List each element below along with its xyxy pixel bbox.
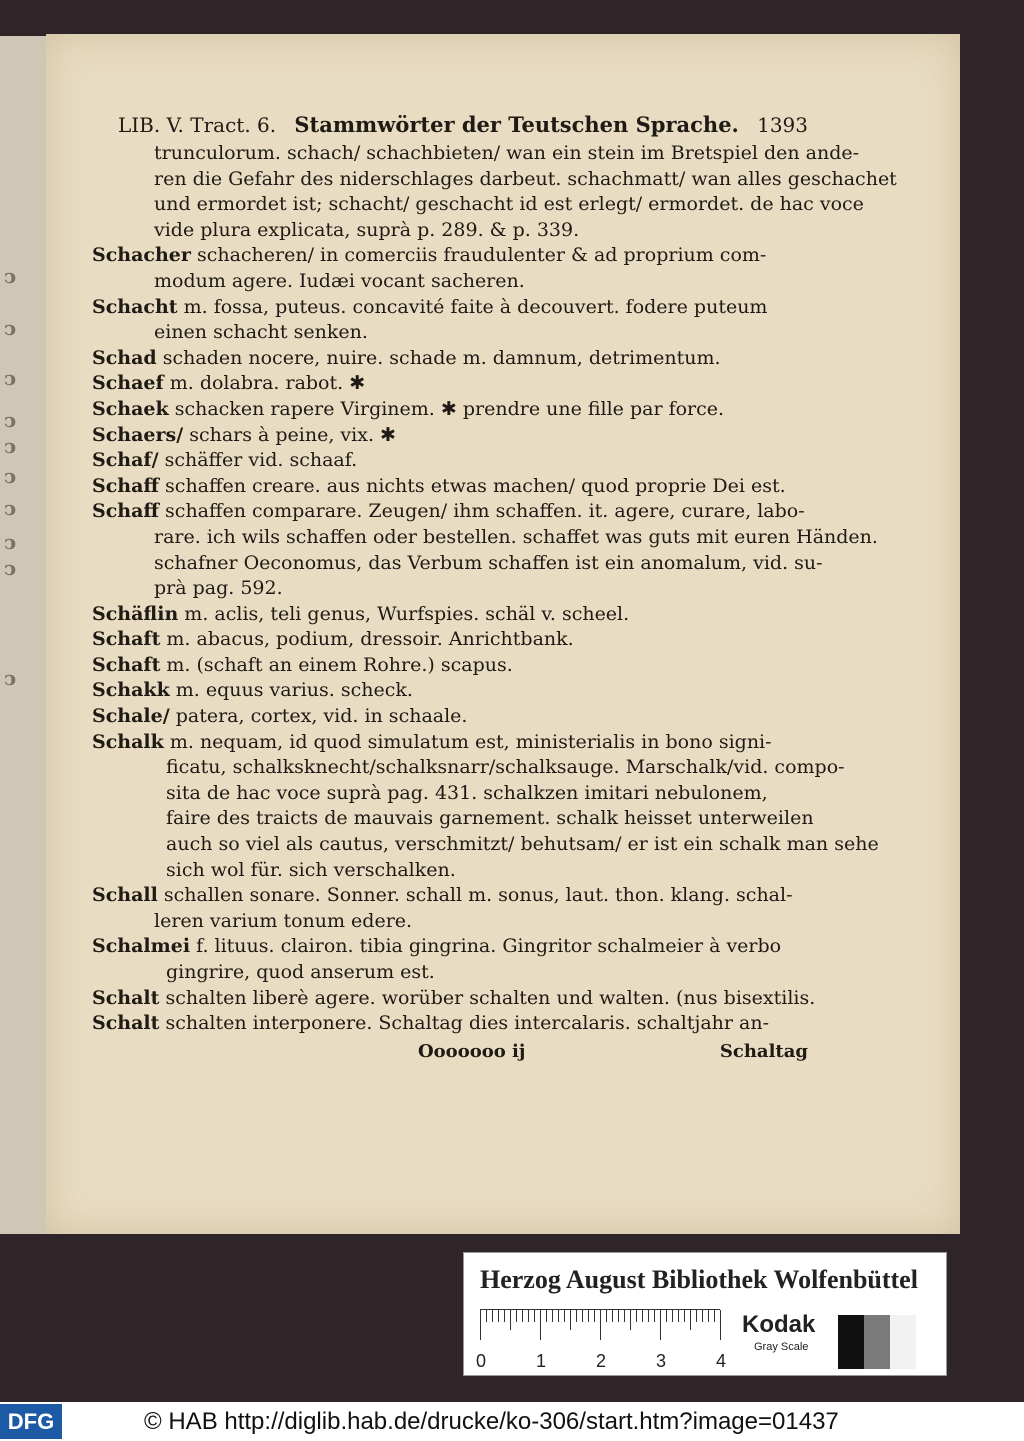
headword: Schaft [92,628,161,651]
ruler-tick [582,1310,583,1322]
entry-line [92,858,808,884]
ruler-tick [504,1310,505,1322]
entry-text: schaden nocere, nuire. schade m. damnum, detrimentum. [156,346,721,369]
ruler-tick [720,1310,721,1340]
facing-page-fragment: ↄ [4,366,17,390]
facing-page-fragment: ↄ [4,408,17,432]
entry-text: rare. ich wils schaffen oder bestellen. schaffet was guts mit euren Händen. [154,525,878,548]
facing-page-fragment: ↄ [4,316,17,340]
ruler-tick [612,1310,613,1322]
dfg-logo: DFG [0,1404,62,1439]
entry-text: sich wol für. sich verschalken. [166,858,456,881]
entry-line [92,295,808,321]
entry-text: gingrire, quod anserum est. [166,961,435,983]
ruler-tick [486,1310,487,1322]
ruler-number: 4 [716,1351,727,1371]
ruler-tick [714,1310,715,1322]
entry-line [92,397,808,423]
ruler-tick [672,1310,673,1322]
ruler-tick [516,1310,517,1322]
ruler-tick [690,1310,691,1330]
entry-text: vide plura explicata, suprà p. 289. & p. 339. [154,218,580,241]
copyright-link[interactable]: © HAB http://diglib.hab.de/drucke/ko-306/start.htm?image=01437 [144,1408,839,1435]
facing-page-fragment: ↄ [4,666,17,690]
entry-text: schacken rapere Virginem. ✱ prendre une fille par force. [168,397,725,420]
headword: Schalt [92,1012,160,1035]
facing-page-fragment: ↄ [4,434,17,458]
ruler-tick [696,1310,697,1322]
ruler-tick [528,1310,529,1322]
entry-text: patera, cortex, vid. in schaale. [169,705,468,728]
entry-text: trunculorum. schach/ schachbieten/ wan ein stein im Bretspiel den ande- [154,142,860,164]
library-name: Herzog August Bibliothek Wolfenbüttel [480,1265,918,1294]
gray-scale-label: Gray Scale [754,1341,809,1353]
page-number: 1393 [757,113,808,137]
entry-text: schaffen creare. aus nichts etwas machen/ quod proprie Dei est. [159,474,786,497]
entry-line [92,576,808,602]
headword: Schaff [92,474,160,497]
running-header [118,112,808,137]
entry-line [92,269,808,295]
entry-line [92,218,808,244]
ruler-tick [492,1310,493,1322]
entry-line [92,243,808,269]
ruler-number: 2 [596,1351,607,1371]
headword: Schacht [92,295,178,318]
entry-text: m. dolabra. rabot. ✱ [163,372,366,395]
ruler-tick [684,1310,685,1322]
ruler-tick [606,1310,607,1322]
catchword: Schaltag [719,1040,808,1062]
header-book-ref: LIB. V. Tract. 6. [118,113,277,137]
entry-line [92,986,816,1012]
ruler-tick [624,1310,625,1322]
entry-line [92,704,808,730]
headword: Schalk [92,730,164,753]
headword: Schaef [92,372,164,395]
entry-text: f. lituus. clairon. tibia gingrina. Gingritor schalmeier à verbo [190,935,782,958]
gray-swatch [838,1315,864,1369]
entry-text: m. aclis, teli genus, Wurfspies. schäl v. scheel. [178,602,630,625]
ruler-tick [654,1310,655,1322]
entry-text: ren die Gefahr des niderschlages darbeut. schachmatt/ wan alles geschachet [154,167,897,190]
headword: Schalmei [92,935,191,958]
ruler-tick [570,1310,571,1330]
ruler-number: 0 [476,1351,487,1371]
entry-text: schafner Oeconomus, das Verbum schaffen ist ein anomalum, vid. su- [154,551,823,574]
headword: Schale/ [92,705,170,728]
ruler-tick [666,1310,667,1322]
headword: Schaek [92,397,169,420]
entry-text: schäffer vid. schaaf. [158,449,358,472]
entry-line [92,730,808,756]
entry-line [92,525,878,551]
ruler-tick [636,1310,637,1322]
entry-line [92,806,814,832]
ruler-tick [558,1310,559,1322]
entry-line [92,371,808,397]
entry-line [92,167,897,193]
ruler-tick [588,1310,589,1322]
ruler-tick [564,1310,565,1322]
gray-swatches [838,1315,916,1369]
entry-line [92,934,808,960]
ruler-tick [660,1310,661,1340]
facing-page-fragment: ↄ [4,464,17,488]
ruler [480,1309,720,1346]
entry-line [92,883,808,909]
headword: Schaft [92,653,161,676]
entry-line [92,678,808,704]
entry-line [92,474,808,500]
entry-line [92,781,808,807]
footer-bar [0,1402,1024,1441]
entry-line [92,346,808,372]
entry-line [92,909,808,935]
entry-line [92,320,808,346]
entry-line [92,192,864,218]
headword: Schad [92,346,157,369]
ruler-tick [630,1310,631,1330]
entry-line [92,448,808,474]
entry-text: schalten liberè agere. worüber schalten und walten. (nus bisextilis. [159,986,816,1009]
ruler-tick [600,1310,601,1340]
entry-text: schallen sonare. Sonner. schall m. sonus, laut. thon. klang. schal- [157,884,793,907]
dictionary-entries [92,141,897,1037]
entry-text: m. equus varius. scheck. [169,679,413,702]
library-color-card [463,1252,947,1376]
ruler-tick [522,1310,523,1322]
entry-line [92,653,808,679]
headword: Schaff [92,500,160,523]
ruler-tick [678,1310,679,1322]
entry-line [92,423,808,449]
header-title: Stammwörter der Teutschen Sprache. [294,112,739,137]
entry-text: sita de hac voce suprà pag. 431. schalkzen imitari nebulonem, [166,781,768,804]
entry-text: m. abacus, podium, dressoir. Anrichtbank. [160,628,574,651]
entry-text: und ermordet ist; schacht/ geschacht id est erlegt/ ermordet. de hac voce [154,193,864,216]
entry-line [92,141,860,167]
entry-text: schars à peine, vix. ✱ [183,423,396,446]
entry-text: modum agere. Iudæi vocant sacheren. [154,269,525,292]
facing-page-fragment: ↄ [4,556,17,580]
entry-line [92,602,808,628]
entry-text: prà pag. 592. [154,577,283,600]
ruler-tick [546,1310,547,1322]
facing-page-fragment: ↄ [4,530,17,554]
ruler-tick [552,1310,553,1322]
ruler-tick [576,1310,577,1322]
entry-text: ficatu, schalksknecht/schalksnarr/schalksauge. Marschalk/vid. compo- [166,756,845,779]
entry-text: schalten interponere. Schaltag dies intercalaris. schaltjahr an- [159,1012,770,1035]
entry-text: faire des traicts de mauvais garnement. schalk heisset unterweilen [166,807,814,830]
kodak-logo: Kodak [742,1311,816,1338]
headword: Schaers/ [92,423,184,446]
gray-swatch [864,1315,890,1369]
headword: Schalt [92,986,160,1009]
entry-line [92,551,823,577]
entry-line [92,755,845,781]
headword: Schakk [92,679,170,702]
page-footer [92,1041,808,1062]
headword: Schäflin [92,602,179,625]
ruler-tick [618,1310,619,1322]
entry-line [92,499,808,525]
headword: Schall [92,884,158,907]
headword: Schacher [92,244,191,267]
page-text [92,112,897,1062]
ruler-tick [648,1310,649,1322]
entry-line [92,832,879,858]
entry-line [92,627,808,653]
entry-text: m. fossa, puteus. concavité faite à decouvert. fodere puteum [177,295,768,318]
entry-line [92,960,808,986]
gray-swatch [890,1315,916,1369]
ruler-tick [642,1310,643,1322]
ruler-numbers [476,1351,736,1371]
entry-text: m. (schaft an einem Rohre.) scapus. [160,653,513,676]
entry-text: schacheren/ in comerciis fraudulenter & ad proprium com- [190,244,767,267]
ruler-tick [498,1310,499,1322]
ruler-tick [594,1310,595,1322]
ruler-number: 3 [656,1351,667,1371]
ruler-tick [534,1310,535,1322]
entry-text: leren varium tonum edere. [154,909,413,932]
entry-text: auch so viel als cautus, verschmitzt/ behutsam/ er ist ein schalk man sehe [166,833,879,856]
ruler-tick [540,1310,541,1340]
headword: Schaf/ [92,449,159,472]
ruler-tick [480,1310,481,1340]
ruler-tick [702,1310,703,1322]
entry-text: einen schacht senken. [154,321,368,344]
facing-page-fragment: ↄ [4,496,17,520]
ruler-number: 1 [536,1351,547,1371]
ruler-tick [708,1310,709,1322]
ruler-tick [510,1310,511,1330]
entry-text: m. nequam, id quod simulatum est, ministerialis in bono signi- [163,730,772,753]
signature-mark: Ooooooo ij [418,1040,526,1062]
entry-text: schaffen comparare. Zeugen/ ihm schaffen. it. agere, curare, labo- [159,500,805,523]
facing-page-fragment: ↄ [4,264,17,288]
entry-line [92,1011,808,1037]
